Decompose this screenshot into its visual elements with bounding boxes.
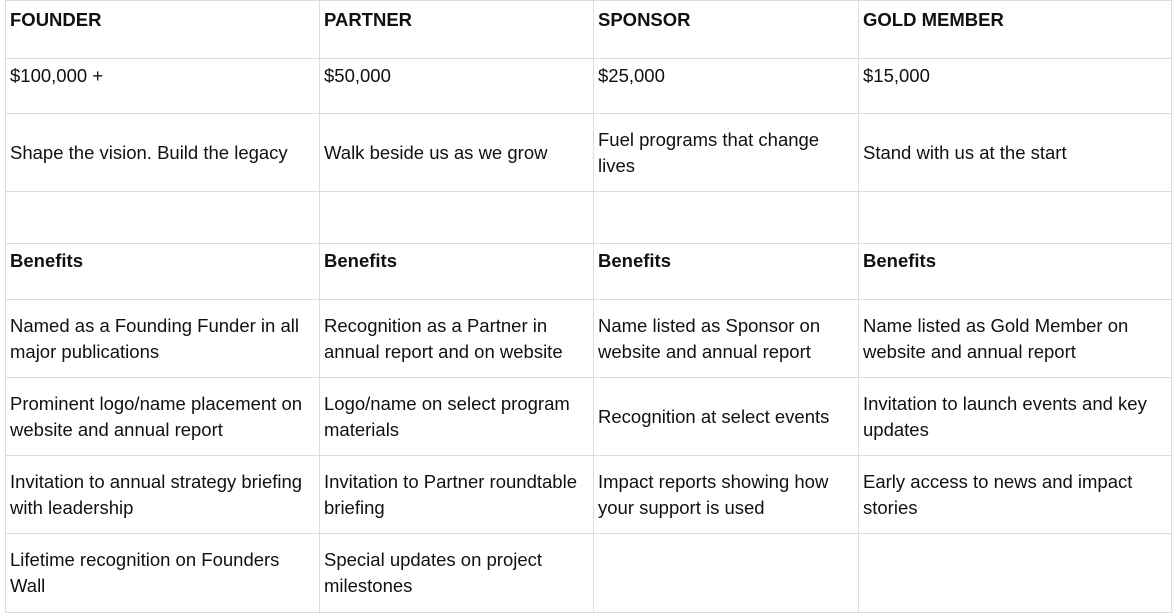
benefit-cell[interactable]: Name listed as Gold Member on website and annual report [859, 300, 1172, 378]
benefits-heading-cell[interactable]: Benefits [320, 244, 594, 300]
tier-amount-cell[interactable]: $50,000 [320, 59, 594, 114]
benefit-cell[interactable]: Invitation to annual strategy briefing with leadership [6, 456, 320, 534]
benefits-heading-cell[interactable]: Benefits [6, 244, 320, 300]
empty-cell[interactable] [594, 192, 859, 244]
tier-amount-cell[interactable]: $15,000 [859, 59, 1172, 114]
benefit-cell[interactable]: Recognition at select events [594, 378, 859, 456]
benefits-heading-cell[interactable]: Benefits [594, 244, 859, 300]
tier-tagline-cell[interactable]: Fuel programs that change lives [594, 114, 859, 192]
tier-tagline-row [6, 114, 1172, 192]
benefit-cell[interactable]: Named as a Founding Funder in all major publications [6, 300, 320, 378]
tier-name-cell[interactable]: PARTNER [320, 1, 594, 59]
benefit-row [6, 456, 1172, 534]
benefit-row [6, 534, 1172, 613]
tier-amount-cell[interactable]: $25,000 [594, 59, 859, 114]
tier-amount-row [6, 59, 1172, 114]
benefit-cell[interactable]: Early access to news and impact stories [859, 456, 1172, 534]
tier-tagline-cell[interactable]: Shape the vision. Build the legacy [6, 114, 320, 192]
benefit-cell[interactable]: Special updates on project milestones [320, 534, 594, 613]
empty-row [6, 192, 1172, 244]
tier-name-cell[interactable]: SPONSOR [594, 1, 859, 59]
empty-cell[interactable] [320, 192, 594, 244]
benefit-row [6, 300, 1172, 378]
benefits-heading-cell[interactable]: Benefits [859, 244, 1172, 300]
benefit-cell[interactable] [594, 534, 859, 613]
benefit-cell[interactable]: Prominent logo/name placement on website and annual report [6, 378, 320, 456]
tier-name-cell[interactable]: GOLD MEMBER [859, 1, 1172, 59]
empty-cell[interactable] [6, 192, 320, 244]
membership-tiers-table [5, 0, 1172, 613]
tier-name-row [6, 1, 1172, 59]
tier-amount-cell[interactable]: $100,000 + [6, 59, 320, 114]
benefit-cell[interactable]: Name listed as Sponsor on website and annual report [594, 300, 859, 378]
empty-cell[interactable] [859, 192, 1172, 244]
benefit-cell[interactable] [859, 534, 1172, 613]
benefit-cell[interactable]: Lifetime recognition on Founders Wall [6, 534, 320, 613]
tier-tagline-cell[interactable]: Walk beside us as we grow [320, 114, 594, 192]
benefit-cell[interactable]: Invitation to launch events and key updates [859, 378, 1172, 456]
tier-tagline-cell[interactable]: Stand with us at the start [859, 114, 1172, 192]
benefit-cell[interactable]: Recognition as a Partner in annual report and on website [320, 300, 594, 378]
benefit-row [6, 378, 1172, 456]
benefit-cell[interactable]: Impact reports showing how your support is used [594, 456, 859, 534]
tier-name-cell[interactable]: FOUNDER [6, 1, 320, 59]
benefit-cell[interactable]: Logo/name on select program materials [320, 378, 594, 456]
benefits-heading-row [6, 244, 1172, 300]
benefit-cell[interactable]: Invitation to Partner roundtable briefing [320, 456, 594, 534]
